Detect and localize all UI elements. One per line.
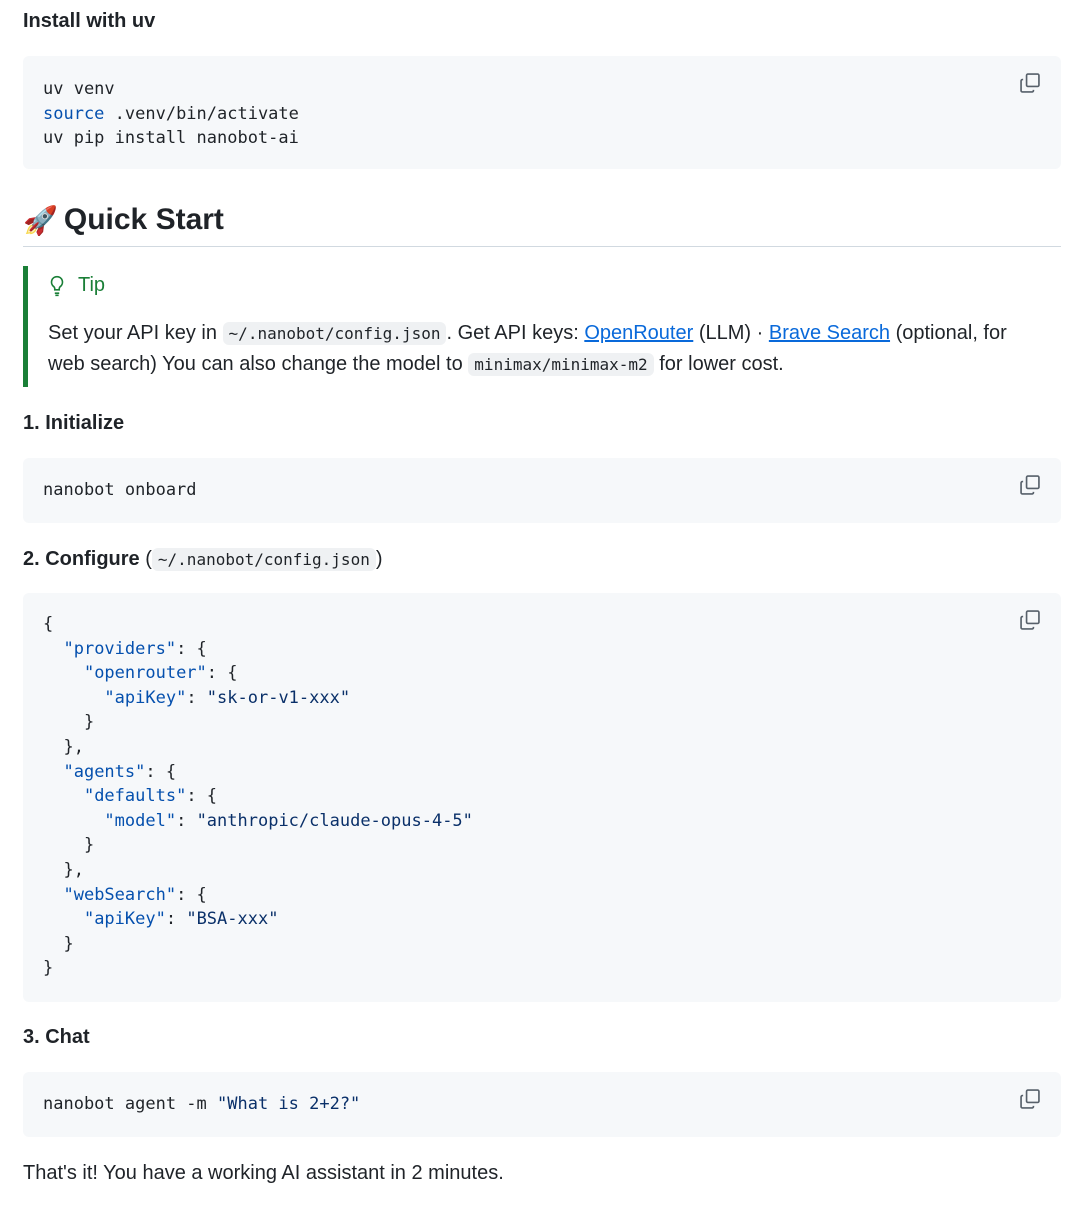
step2-heading [23,545,383,574]
step1-code: nanobot onboard [43,480,197,500]
inline-code-path: ~/.nanobot/config.json [223,322,447,345]
code-line: .venv/bin/activate [104,103,299,124]
json-line [43,762,176,782]
json-line [43,835,94,855]
tip-text: . Get API keys: [446,322,579,344]
lightbulb-icon [48,275,66,297]
tip-label: Tip [78,274,106,296]
outro-text: That's it! You have a working AI assistant in 2 minutes. [23,1162,504,1184]
json-key: "providers" [63,638,177,659]
json-punct: : { [186,786,218,807]
json-key: "apiKey" [83,909,166,930]
step3-code [43,1092,360,1117]
copy-button[interactable] [1019,72,1041,94]
json-key: "webSearch" [63,884,177,905]
tip-text: (optional, for [895,322,1007,344]
json-line [43,786,217,806]
json-punct: : [176,810,197,831]
json-punct: : [186,687,207,708]
copy-button[interactable] [1019,609,1041,631]
json-punct: { [43,614,54,634]
json-line [43,614,53,634]
json-key: "model" [104,810,177,831]
inline-code-model: minimax/minimax-m2 [468,353,653,376]
json-key: "apiKey" [104,687,187,708]
json-punct: }, [63,736,84,757]
json-line [43,811,473,831]
quickstart-title: Quick Start [63,203,224,236]
copy-button[interactable] [1019,474,1041,496]
json-punct: : { [145,761,177,782]
step1-code-block [23,458,1061,523]
json-value: "BSA-xxx" [186,909,279,930]
json-line [43,712,94,732]
rocket-emoji: 🚀 [23,204,58,236]
json-punct: } [63,933,74,954]
install-code [43,77,299,151]
json-line [43,934,74,954]
config-code-block [23,593,1061,1002]
quickstart-heading [23,200,224,240]
step2-title: 2. Configure [23,548,140,570]
copy-icon [1019,1088,1041,1110]
brave-search-link[interactable]: Brave Search [768,322,891,344]
json-punct: }, [63,859,84,880]
json-punct: : { [176,884,207,905]
code-line: uv pip install nanobot-ai [43,128,299,149]
paren: ) [375,548,383,570]
step1-heading: 1. Initialize [23,412,125,434]
tip-body [48,318,1058,380]
json-key: "agents" [63,761,146,782]
tip-text: for lower cost. [659,353,784,375]
json-punct: } [43,958,54,979]
code-keyword: source [43,103,105,124]
json-line [43,909,278,929]
code-string: "What is 2+2?" [217,1094,361,1114]
install-code-block [23,56,1061,169]
tip-title [48,274,105,297]
json-value: "anthropic/claude-opus-4-5" [196,810,473,831]
config-json [43,612,473,981]
json-line [43,885,207,905]
tip-accent-bar [23,266,28,387]
inline-code-path: ~/.nanobot/config.json [152,548,376,571]
copy-icon [1019,72,1041,94]
json-line [43,737,84,757]
copy-icon [1019,474,1041,496]
paren: ( [145,548,152,570]
json-punct: } [83,835,95,856]
json-punct: } [83,712,95,733]
step3-code-block [23,1072,1061,1137]
json-key: "openrouter" [83,663,207,684]
tip-text: web search) You can also change the model to [48,353,463,375]
json-line [43,860,84,880]
openrouter-link[interactable]: OpenRouter [584,322,694,344]
json-line [43,688,350,708]
copy-button[interactable] [1019,1088,1041,1110]
json-line [43,639,207,659]
json-punct: : [165,909,187,930]
step3-heading: 3. Chat [23,1026,90,1048]
tip-text: (LLM) · [698,322,764,344]
json-key: "defaults" [83,786,187,807]
json-punct: : { [206,663,238,684]
json-value: "sk-or-v1-xxx" [206,687,351,708]
tip-text: Set your API key in [48,322,217,344]
json-punct: : { [176,638,207,659]
heading-divider [23,246,1061,247]
install-heading: Install with uv [23,10,156,32]
code-command: nanobot agent -m [43,1094,217,1114]
json-line [43,958,53,978]
code-line: uv venv [43,79,115,99]
json-line [43,663,238,683]
copy-icon [1019,609,1041,631]
